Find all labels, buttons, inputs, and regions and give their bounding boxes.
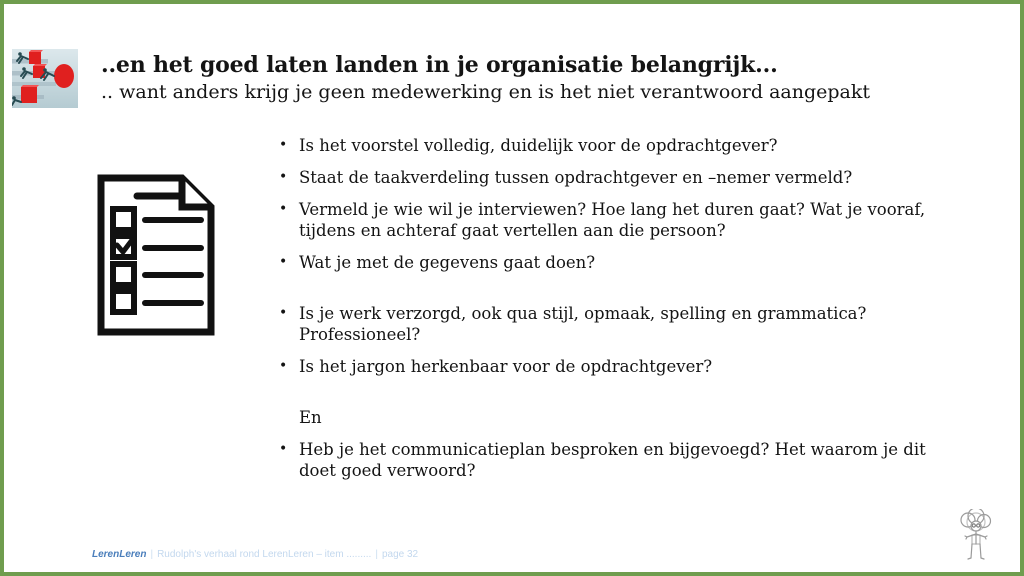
footer-description: Rudolph's verhaal rond LerenLeren – item .........	[157, 549, 372, 560]
list-item	[279, 135, 961, 156]
bullet-marker: •	[279, 137, 288, 153]
list-item	[279, 439, 961, 481]
footer-separator: |	[375, 549, 378, 560]
list-item	[279, 167, 961, 188]
sketch-person-icon	[956, 509, 996, 564]
pushing-shapes-clipart-svg	[12, 49, 78, 108]
slide-subtitle: .. want anders krijg je geen medewerking en is het niet verantwoord aangepakt	[101, 81, 871, 103]
slide-header	[101, 52, 1001, 104]
list-item	[279, 303, 961, 345]
list-item-text: Is je werk verzorgd, ook qua stijl, opmaak, spelling en grammatica? Professioneel?	[299, 304, 867, 344]
bullet-marker: •	[279, 254, 288, 270]
list-item-text: Wat je met de gegevens gaat doen?	[299, 253, 596, 272]
checklist-document-icon	[93, 172, 219, 338]
bullet-list	[279, 135, 961, 492]
list-item-text: Staat de taakverdeling tussen opdrachtgever en –nemer vermeld?	[299, 168, 853, 187]
slide-title: ..en het goed laten landen in je organisatie belangrijk...	[101, 52, 778, 78]
list-item	[279, 356, 961, 377]
bullet-marker: •	[279, 441, 288, 457]
footer-page-number: page 32	[381, 549, 419, 560]
bullet-marker: •	[279, 305, 288, 321]
list-item-text: Is het jargon herkenbaar voor de opdrachtgever?	[299, 357, 713, 376]
sketch-person-icon-svg	[956, 509, 996, 564]
bullet-marker: •	[279, 169, 288, 185]
list-item-text: Is het voorstel volledig, duidelijk voor de opdrachtgever?	[299, 136, 778, 155]
slide-footer	[92, 549, 418, 561]
list-item	[279, 407, 961, 428]
list-item-text: Vermeld je wie wil je interviewen? Hoe lang het duren gaat? Wat je vooraf, tijdens en achteraf gaat vertellen aan die persoon?	[299, 200, 926, 240]
bullet-marker: •	[279, 358, 288, 374]
checklist-document-icon-svg	[93, 172, 219, 338]
footer-separator: |	[150, 549, 154, 560]
list-item-text: En	[299, 408, 322, 427]
bullet-marker: •	[279, 201, 288, 217]
list-item	[279, 199, 961, 241]
list-item-text: Heb je het communicatieplan besproken en bijgevoegd? Het waarom je dit doet goed verwoord?	[299, 440, 926, 480]
list-item	[279, 252, 961, 273]
pushing-shapes-clipart	[12, 49, 78, 108]
footer-brand: LerenLeren	[92, 549, 147, 560]
